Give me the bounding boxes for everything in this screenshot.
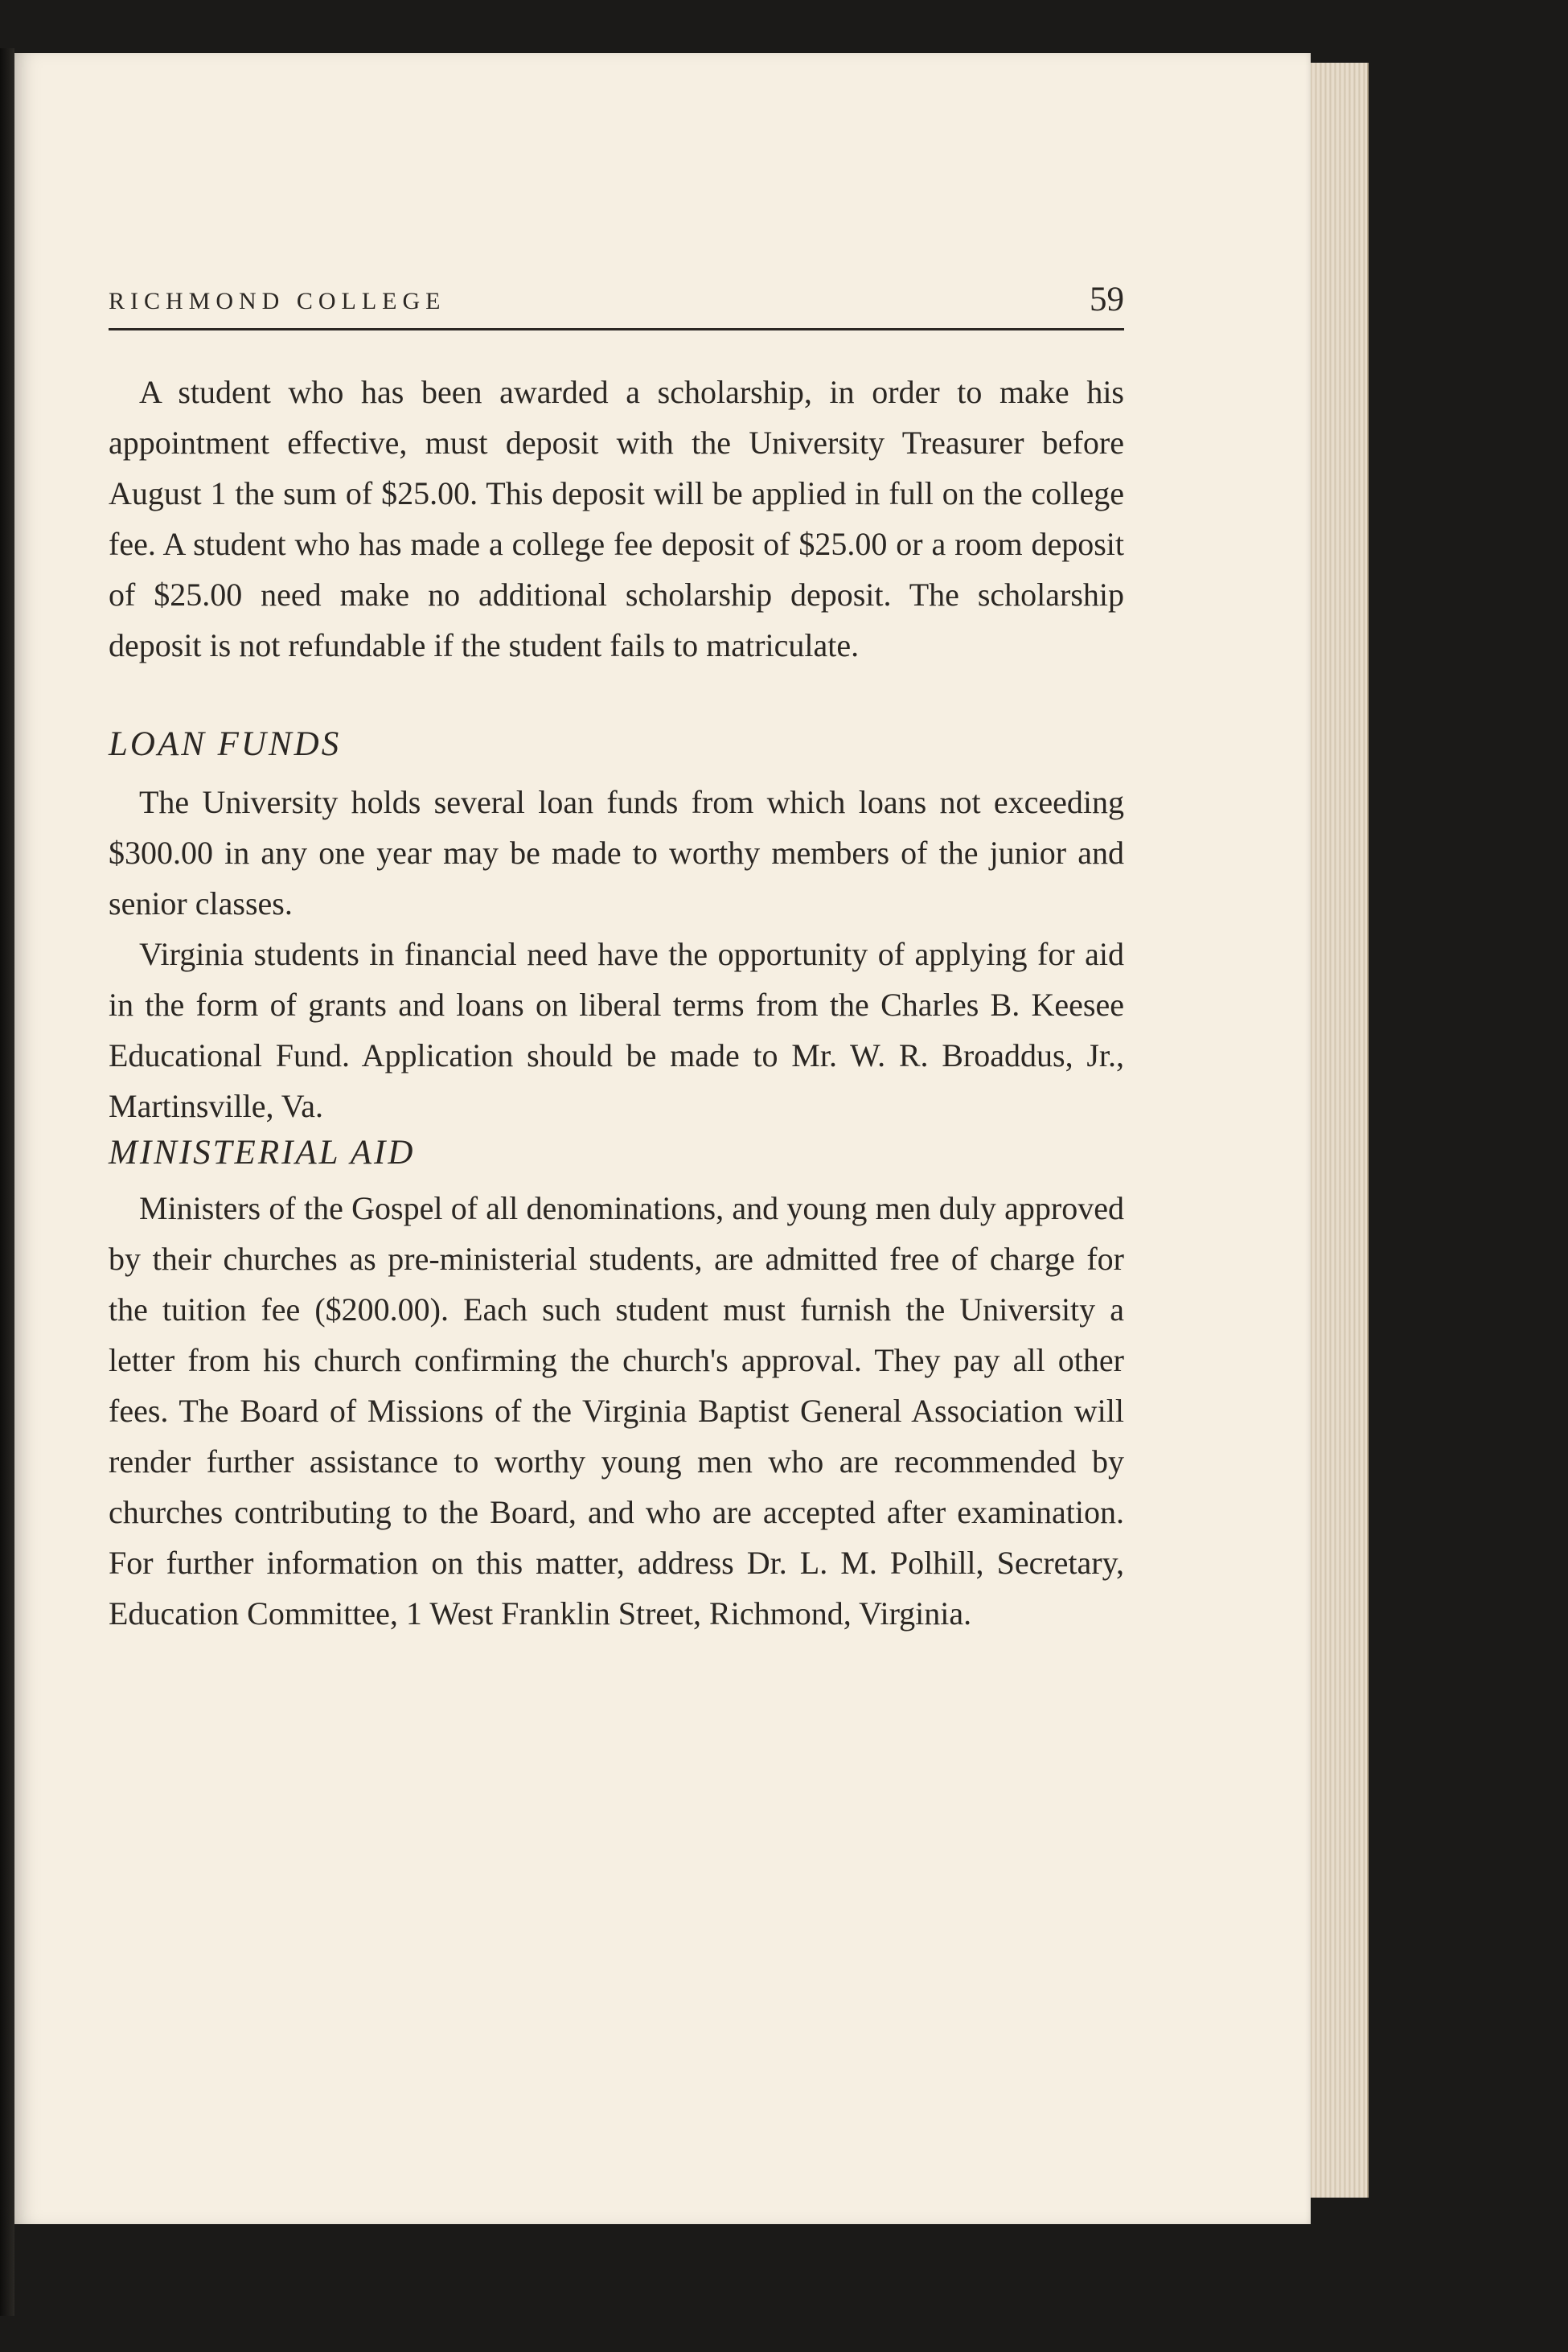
ministerial-aid-paragraph: Ministers of the Gospel of all denominations, and young men duly approved by their churches as pre-ministerial students, are admitted free of charge for the tuition fee ($200.00). Each such student must furnish the University a letter from his church confirming the church's approval. They pay all other fees. The Board of Missions of the Virginia Baptist General Association will render further assistance to worthy young men who are recommended by churches contributing to the Board, and who are accepted after examination. For further information on this matter, address Dr. L. M. Polhill, Secretary, Education Committee, 1 West Franklin Street, Richmond, Virginia. xyxy=(109,1190,1124,1632)
scholarship-paragraph: A student who has been awarded a scholarship, in order to make his appointment effective, must deposit with the University Treasurer before August 1 the sum of $25.00. This deposit will be applied in full on the college fee. A student who has made a college fee deposit of $25.00 or a room deposit of $25.00 need make no additional scholarship deposit. The scholarship deposit is not refundable if the student fails to matriculate. xyxy=(109,374,1124,663)
loan-funds-paragraph-1: The University holds several loan funds from which loans not exceeding $300.00 in any one year may be made to worthy members of the junior and senior classes. xyxy=(109,784,1124,922)
running-head-title: RICHMOND COLLEGE xyxy=(109,288,446,314)
running-head xyxy=(109,280,1124,330)
ministerial-aid-heading: MINISTERIAL AID xyxy=(109,1134,416,1172)
page-edges-stack xyxy=(1303,63,1369,2198)
loan-funds-heading: LOAN FUNDS xyxy=(109,725,342,763)
scholarship-section xyxy=(109,367,1124,671)
book-page xyxy=(14,53,1311,2224)
loan-funds-section xyxy=(109,777,1124,1131)
ministerial-aid-section xyxy=(109,1183,1124,1639)
page-number: 59 xyxy=(1090,281,1124,318)
left-page-edge xyxy=(0,48,14,2316)
loan-funds-paragraph-2: Virginia students in financial need have the opportunity of applying for aid in the form of grants and loans on liberal terms from the Charles B. Keesee Educational Fund. Application should be made to Mr. W. R. Broaddus, Jr., Martinsville, Va. xyxy=(109,936,1124,1124)
